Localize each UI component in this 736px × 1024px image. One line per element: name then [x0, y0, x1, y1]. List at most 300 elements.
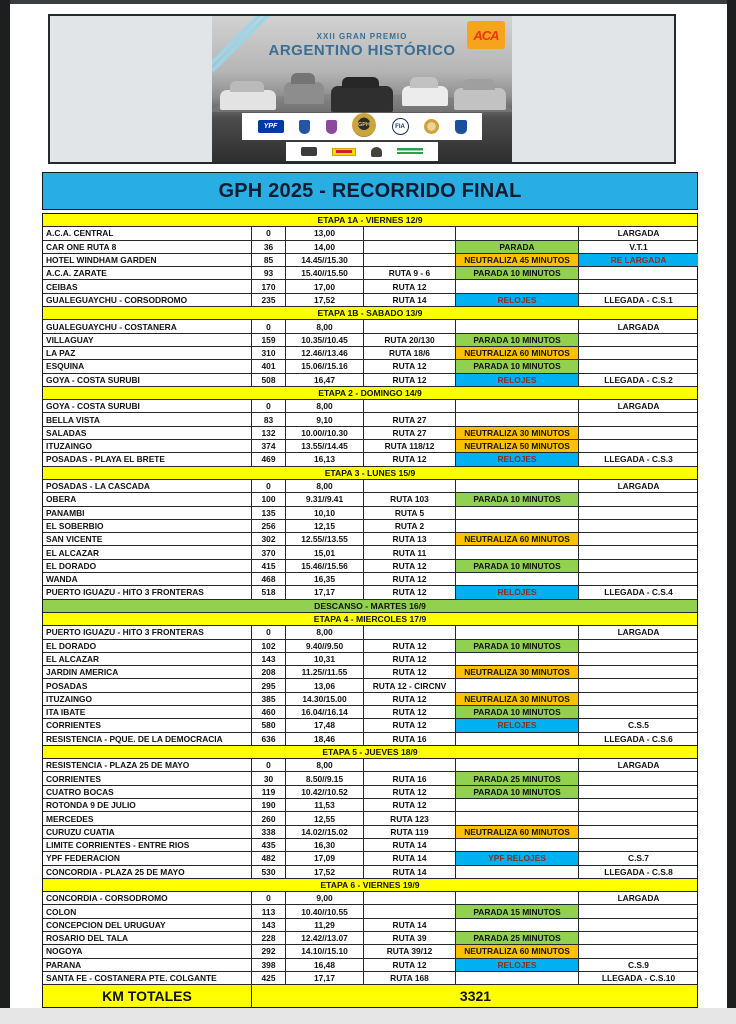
time-cell: 17,52 [286, 294, 364, 306]
car-silhouette [220, 90, 276, 110]
note-cell: PARADA 10 MINUTOS [456, 706, 579, 718]
note-cell: NEUTRALIZA 50 MINUTOS [456, 440, 579, 452]
route-cell: RUTA 12 [364, 586, 456, 598]
km-cell: 295 [252, 679, 286, 691]
time-cell: 16,30 [286, 839, 364, 851]
status-cell: LARGADA [617, 481, 660, 492]
time-cell: 8,00 [286, 480, 364, 492]
location-cell: EL DORADO [43, 560, 252, 572]
location-cell: HOTEL WINDHAM GARDEN [43, 254, 252, 266]
table-row [43, 347, 697, 360]
note-cell: NEUTRALIZA 45 MINUTOS [456, 254, 579, 266]
time-cell: 11,29 [286, 919, 364, 931]
status-cell [579, 905, 698, 917]
time-cell: 9,10 [286, 413, 364, 425]
table-row [43, 693, 697, 706]
table-row [43, 706, 697, 719]
page-edge-bottom [0, 1008, 736, 1024]
shield-navy-logo [455, 120, 467, 134]
time-cell: 11,53 [286, 799, 364, 811]
time-cell: 13,00 [286, 227, 364, 239]
route-cell: RUTA 13 [364, 533, 456, 545]
km-cell: 0 [252, 626, 286, 638]
km-cell: 580 [252, 719, 286, 731]
status-cell [579, 533, 698, 545]
km-cell: 374 [252, 440, 286, 452]
route-cell: RUTA 18/6 [364, 347, 456, 359]
route-cell [364, 400, 456, 412]
stage-header: ETAPA 1A - VIERNES 12/9 [43, 214, 697, 227]
location-cell: POSADAS - LA CASCADA [43, 480, 252, 492]
table-row [43, 959, 697, 972]
time-cell: 12,55 [286, 812, 364, 824]
km-cell: 482 [252, 852, 286, 864]
time-cell: 14.45//15.30 [286, 254, 364, 266]
status-cell: LARGADA [617, 401, 660, 412]
location-cell: EL ALCAZAR [43, 653, 252, 665]
km-cell: 256 [252, 520, 286, 532]
time-cell: 9.40//9.50 [286, 640, 364, 652]
route-cell [364, 241, 456, 253]
time-cell: 15,01 [286, 546, 364, 558]
status-cell [579, 839, 698, 851]
km-cell: 135 [252, 507, 286, 519]
location-cell: NOGOYA [43, 945, 252, 957]
page-edge-left [0, 0, 10, 1008]
time-cell: 8,00 [286, 626, 364, 638]
location-cell: CONCORDIA - CORSODROMO [43, 892, 252, 904]
time-cell: 8,00 [286, 759, 364, 771]
note-cell: RELOJES [456, 959, 579, 971]
note-cell [456, 626, 579, 638]
note-cell: PARADA 25 MINUTOS [456, 772, 579, 784]
location-cell: COLON [43, 905, 252, 917]
table-row [43, 241, 697, 254]
status-cell [579, 267, 698, 279]
sponsor-yellow-logo [332, 148, 356, 156]
location-cell: LIMITE CORRIENTES - ENTRE RIOS [43, 839, 252, 851]
km-cell: 518 [252, 586, 286, 598]
status-cell [579, 772, 698, 784]
status-cell: LLEGADA - C.S.8 [604, 866, 673, 877]
time-cell: 15.46//15.56 [286, 560, 364, 572]
note-cell: NEUTRALIZA 30 MINUTOS [456, 666, 579, 678]
time-cell: 17,09 [286, 852, 364, 864]
stage-header: DESCANSO - MARTES 16/9 [43, 600, 697, 613]
table-row [43, 586, 697, 599]
note-cell: RELOJES [456, 453, 579, 465]
location-cell: PARANA [43, 959, 252, 971]
status-cell: C.S.9 [628, 959, 649, 970]
location-cell: ITA IBATE [43, 706, 252, 718]
status-cell: LLEGADA - C.S.3 [604, 454, 673, 465]
km-cell: 0 [252, 400, 286, 412]
banner-title-line1: XXII GRAN PREMIO [316, 32, 408, 41]
km-cell: 385 [252, 693, 286, 705]
time-cell: 12.55//13.55 [286, 533, 364, 545]
km-cell: 302 [252, 533, 286, 545]
route-cell [364, 759, 456, 771]
route-cell: RUTA 12 [364, 719, 456, 731]
route-cell: RUTA 14 [364, 919, 456, 931]
km-cell: 425 [252, 972, 286, 984]
time-cell: 18,46 [286, 733, 364, 745]
location-cell: SANTA FE - COSTANERA PTE. COLGANTE [43, 972, 252, 984]
km-cell: 0 [252, 892, 286, 904]
note-cell: PARADA 10 MINUTOS [456, 334, 579, 346]
stage-header: ETAPA 3 - LUNES 15/9 [43, 467, 697, 480]
status-cell [579, 573, 698, 585]
sponsor-dark-badge-logo [371, 147, 382, 157]
time-cell: 10.35//10.45 [286, 334, 364, 346]
status-cell [579, 334, 698, 346]
route-cell: RUTA 16 [364, 772, 456, 784]
totals-label: KM TOTALES [43, 985, 252, 1007]
location-cell: CONCORDIA - PLAZA 25 DE MAYO [43, 866, 252, 878]
itinerary-table [42, 213, 698, 1008]
status-cell [579, 347, 698, 359]
totals-value: 3321 [459, 988, 492, 1005]
note-cell: PARADA 10 MINUTOS [456, 786, 579, 798]
event-banner [48, 14, 676, 164]
route-cell: RUTA 12 [364, 573, 456, 585]
fia-logo-label: FIA [395, 123, 405, 130]
status-cell [579, 493, 698, 505]
time-cell: 16,13 [286, 453, 364, 465]
route-cell: RUTA 12 [364, 374, 456, 386]
route-cell: RUTA 27 [364, 413, 456, 425]
km-cell: 469 [252, 453, 286, 465]
location-cell: OBERA [43, 493, 252, 505]
location-cell: SALADAS [43, 427, 252, 439]
note-cell [456, 413, 579, 425]
note-cell [456, 679, 579, 691]
status-cell [579, 640, 698, 652]
time-cell: 16,35 [286, 573, 364, 585]
time-cell: 12,15 [286, 520, 364, 532]
location-cell: PANAMBI [43, 507, 252, 519]
note-cell: RELOJES [456, 294, 579, 306]
km-cell: 0 [252, 759, 286, 771]
location-cell: BELLA VISTA [43, 413, 252, 425]
km-cell: 190 [252, 799, 286, 811]
km-cell: 170 [252, 280, 286, 292]
route-cell [364, 626, 456, 638]
location-cell: LA PAZ [43, 347, 252, 359]
table-row [43, 866, 697, 879]
stage-header: ETAPA 5 - JUEVES 18/9 [43, 746, 697, 759]
location-cell: CORRIENTES [43, 719, 252, 731]
table-row [43, 413, 697, 426]
status-cell [579, 560, 698, 572]
time-cell: 15.06//15.16 [286, 360, 364, 372]
status-cell [579, 799, 698, 811]
route-cell: RUTA 118/12 [364, 440, 456, 452]
time-cell: 9,00 [286, 892, 364, 904]
time-cell: 17,52 [286, 866, 364, 878]
location-cell: CAR ONE RUTA 8 [43, 241, 252, 253]
car-silhouette [284, 82, 324, 104]
location-cell: MERCEDES [43, 812, 252, 824]
banner-title-line2: ARGENTINO HISTÓRICO [268, 42, 456, 59]
aca-logo-label: ACA [473, 27, 499, 43]
time-cell: 13,06 [286, 679, 364, 691]
status-cell [579, 932, 698, 944]
route-cell: RUTA 12 [364, 706, 456, 718]
route-cell: RUTA 103 [364, 493, 456, 505]
note-cell: NEUTRALIZA 60 MINUTOS [456, 533, 579, 545]
route-cell: RUTA 168 [364, 972, 456, 984]
stage-header: ETAPA 2 - DOMINGO 14/9 [43, 387, 697, 400]
location-cell: A.C.A. CENTRAL [43, 227, 252, 239]
table-row [43, 759, 697, 772]
table-row [43, 533, 697, 546]
km-cell: 401 [252, 360, 286, 372]
note-cell [456, 280, 579, 292]
note-cell [456, 892, 579, 904]
note-cell: PARADA 25 MINUTOS [456, 932, 579, 944]
table-row [43, 280, 697, 293]
note-cell: PARADA 10 MINUTOS [456, 640, 579, 652]
km-cell: 398 [252, 959, 286, 971]
table-row [43, 294, 697, 307]
route-cell [364, 480, 456, 492]
table-row [43, 267, 697, 280]
status-cell [579, 666, 698, 678]
km-cell: 0 [252, 227, 286, 239]
location-cell: CURUZU CUATIA [43, 826, 252, 838]
route-cell: RUTA 12 [364, 653, 456, 665]
status-cell [579, 520, 698, 532]
note-cell [456, 480, 579, 492]
status-cell [579, 507, 698, 519]
gph-medal-logo [352, 113, 376, 137]
location-cell: EL DORADO [43, 640, 252, 652]
note-cell: PARADA 10 MINUTOS [456, 360, 579, 372]
route-cell: RUTA 12 [364, 693, 456, 705]
time-cell: 17,17 [286, 586, 364, 598]
location-cell: ESQUINA [43, 360, 252, 372]
status-cell [579, 427, 698, 439]
status-cell [579, 679, 698, 691]
km-cell: 208 [252, 666, 286, 678]
note-cell: YPF RELOJES [456, 852, 579, 864]
location-cell: JARDIN AMERICA [43, 666, 252, 678]
route-cell: RUTA 12 [364, 453, 456, 465]
km-cell: 102 [252, 640, 286, 652]
status-cell [579, 706, 698, 718]
route-cell: RUTA 12 [364, 666, 456, 678]
time-cell: 10.00//10.30 [286, 427, 364, 439]
table-row [43, 453, 697, 466]
ypf-logo-label: YPF [263, 123, 278, 130]
km-cell: 228 [252, 932, 286, 944]
table-row [43, 334, 697, 347]
table-row [43, 254, 697, 267]
km-cell: 143 [252, 653, 286, 665]
time-cell: 17,17 [286, 972, 364, 984]
location-cell: GUALEGUAYCHU - CORSODROMO [43, 294, 252, 306]
km-cell: 36 [252, 241, 286, 253]
table-row [43, 626, 697, 639]
km-cell: 83 [252, 413, 286, 425]
stage-header: ETAPA 1B - SABADO 13/9 [43, 307, 697, 320]
aca-logo [467, 21, 505, 49]
km-cell: 468 [252, 573, 286, 585]
table-row [43, 546, 697, 559]
table-row [43, 400, 697, 413]
status-cell: LARGADA [617, 893, 660, 904]
km-cell: 159 [252, 334, 286, 346]
time-cell: 16,47 [286, 374, 364, 386]
note-cell: PARADA [456, 241, 579, 253]
table-row [43, 227, 697, 240]
route-cell [364, 227, 456, 239]
route-cell: RUTA 9 - 6 [364, 267, 456, 279]
table-row [43, 852, 697, 865]
table-row [43, 733, 697, 746]
status-cell [579, 812, 698, 824]
car-silhouette [454, 88, 506, 110]
status-cell: LARGADA [617, 627, 660, 638]
sponsor-green-logo [397, 148, 423, 156]
km-cell: 415 [252, 560, 286, 572]
note-cell: NEUTRALIZA 30 MINUTOS [456, 427, 579, 439]
route-cell: RUTA 12 [364, 280, 456, 292]
time-cell: 10.40//10.55 [286, 905, 364, 917]
status-cell: LARGADA [617, 228, 660, 239]
table-row [43, 905, 697, 918]
km-cell: 0 [252, 480, 286, 492]
note-cell [456, 400, 579, 412]
status-cell [579, 360, 698, 372]
km-cell: 260 [252, 812, 286, 824]
table-row [43, 666, 697, 679]
time-cell: 15.40//15.50 [286, 267, 364, 279]
table-row [43, 640, 697, 653]
table-row [43, 360, 697, 373]
km-cell: 370 [252, 546, 286, 558]
route-cell: RUTA 5 [364, 507, 456, 519]
table-row [43, 719, 697, 732]
note-cell [456, 759, 579, 771]
time-cell: 10.42//10.52 [286, 786, 364, 798]
km-cell: 30 [252, 772, 286, 784]
time-cell: 8,00 [286, 320, 364, 332]
route-cell: RUTA 39/12 [364, 945, 456, 957]
route-cell: RUTA 12 - CIRCNV [364, 679, 456, 691]
car-silhouette [331, 86, 393, 112]
location-cell: CEIBAS [43, 280, 252, 292]
table-row [43, 374, 697, 387]
page-title: GPH 2025 - RECORRIDO FINAL [42, 172, 698, 210]
route-cell: RUTA 12 [364, 640, 456, 652]
table-row [43, 786, 697, 799]
route-cell: RUTA 12 [364, 360, 456, 372]
km-cell: 338 [252, 826, 286, 838]
note-cell [456, 866, 579, 878]
page-edge-top [0, 0, 736, 4]
time-cell: 16,48 [286, 959, 364, 971]
stage-header: ETAPA 6 - VIERNES 19/9 [43, 879, 697, 892]
location-cell: GOYA - COSTA SURUBI [43, 374, 252, 386]
route-cell: RUTA 12 [364, 959, 456, 971]
table-row [43, 812, 697, 825]
status-cell [579, 945, 698, 957]
status-cell: LLEGADA - C.S.1 [604, 294, 673, 305]
stage-header: ETAPA 4 - MIERCOLES 17/9 [43, 613, 697, 626]
km-cell: 93 [252, 267, 286, 279]
note-cell [456, 507, 579, 519]
km-cell: 310 [252, 347, 286, 359]
route-cell: RUTA 12 [364, 799, 456, 811]
status-cell: LARGADA [617, 760, 660, 771]
location-cell: POSADAS - PLAYA EL BRETE [43, 453, 252, 465]
table-row [43, 427, 697, 440]
note-cell [456, 227, 579, 239]
status-cell [579, 786, 698, 798]
note-cell [456, 653, 579, 665]
time-cell: 8,00 [286, 400, 364, 412]
location-cell: PUERTO IGUAZU - HITO 3 FRONTERAS [43, 626, 252, 638]
table-row [43, 480, 697, 493]
location-cell: SAN VICENTE [43, 533, 252, 545]
status-cell: LLEGADA - C.S.4 [604, 587, 673, 598]
km-cell: 0 [252, 320, 286, 332]
location-cell: CONCEPCION DEL URUGUAY [43, 919, 252, 931]
location-cell: POSADAS [43, 679, 252, 691]
note-cell [456, 320, 579, 332]
km-cell: 435 [252, 839, 286, 851]
sponsor-dark-logo [301, 147, 317, 156]
note-cell [456, 573, 579, 585]
km-cell: 530 [252, 866, 286, 878]
route-cell: RUTA 14 [364, 866, 456, 878]
table-row [43, 560, 697, 573]
route-cell: RUTA 2 [364, 520, 456, 532]
status-cell [579, 413, 698, 425]
sponsor-strip-primary [242, 113, 482, 140]
km-cell: 292 [252, 945, 286, 957]
table-row [43, 320, 697, 333]
location-cell: YPF FEDERACION [43, 852, 252, 864]
route-cell: RUTA 20/130 [364, 334, 456, 346]
km-cell: 235 [252, 294, 286, 306]
status-cell: C.S.7 [628, 853, 649, 864]
note-cell [456, 919, 579, 931]
status-cell [579, 919, 698, 931]
status-cell: LLEGADA - C.S.6 [604, 733, 673, 744]
car-silhouette [402, 86, 448, 106]
location-cell: RESISTENCIA - PLAZA 25 DE MAYO [43, 759, 252, 771]
route-cell [364, 892, 456, 904]
status-cell [579, 693, 698, 705]
note-cell: PARADA 15 MINUTOS [456, 905, 579, 917]
km-cell: 508 [252, 374, 286, 386]
route-cell: RUTA 16 [364, 733, 456, 745]
status-cell: LARGADA [617, 321, 660, 332]
note-cell: PARADA 10 MINUTOS [456, 560, 579, 572]
status-cell [579, 826, 698, 838]
note-cell [456, 799, 579, 811]
gph-medal-logo-label: GPH [358, 122, 370, 128]
note-cell [456, 839, 579, 851]
shield-purple-logo [326, 120, 337, 134]
time-cell: 10,31 [286, 653, 364, 665]
location-cell: CUATRO BOCAS [43, 786, 252, 798]
note-cell: RELOJES [456, 719, 579, 731]
sponsor-strip-secondary [286, 142, 438, 161]
